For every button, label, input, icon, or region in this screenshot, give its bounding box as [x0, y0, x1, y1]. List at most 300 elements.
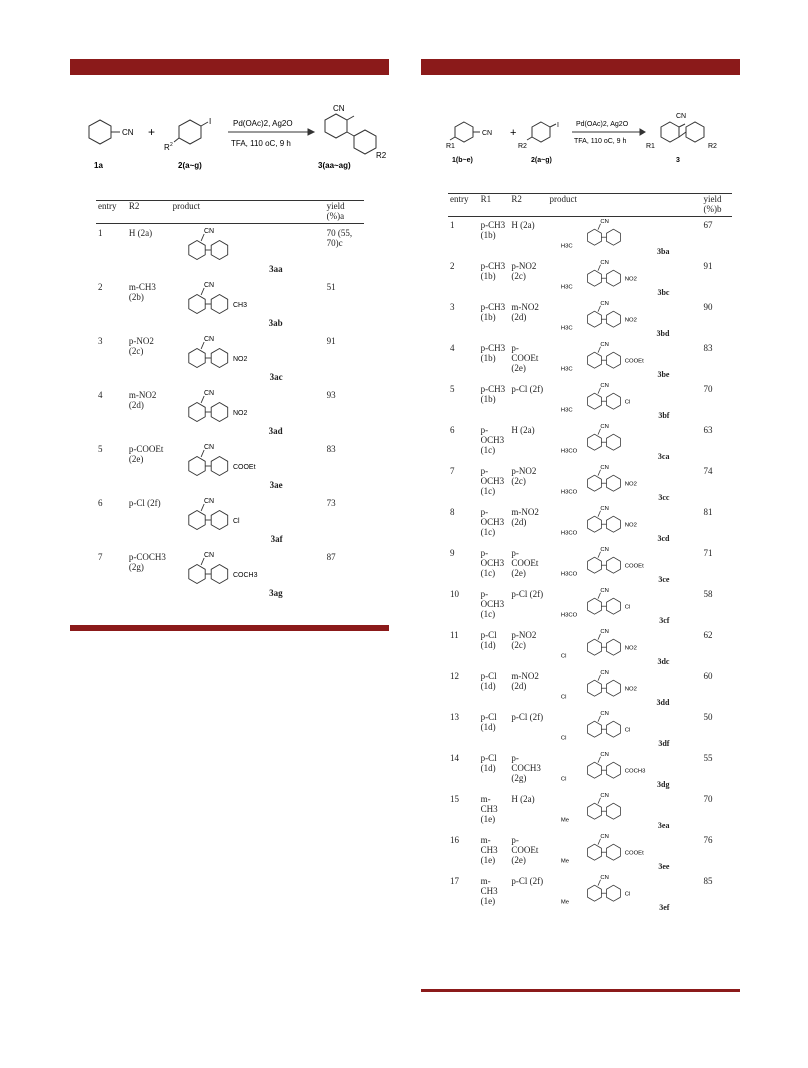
benzene-ring — [607, 434, 621, 450]
cyano-label: CN — [600, 628, 610, 635]
left-header-yield: yield (%)a — [325, 201, 364, 224]
benzene-ring — [607, 639, 621, 655]
compound-label: 3be — [657, 370, 670, 379]
r1-cell: p-OCH3 (1c) — [480, 425, 505, 455]
r1-cell: p-CH3 (1b) — [480, 302, 506, 322]
r2-cell: p-NO2 (2c) — [511, 630, 537, 650]
r1-cell: p-Cl (1d) — [480, 630, 497, 650]
product-structure — [173, 550, 323, 588]
benzene-ring — [588, 270, 602, 286]
left-scheme-label-3: 3(aa~ag) — [318, 161, 351, 170]
right-header-r1: R1 — [479, 194, 510, 217]
yield-cell: 91 — [326, 336, 336, 346]
product-cell — [547, 750, 701, 791]
ring-substituent: Cl — [625, 399, 631, 406]
left-substituent: H3C — [561, 366, 574, 372]
benzene-ring — [607, 311, 621, 327]
right-reaction-scheme — [446, 112, 736, 176]
left-header-entry: entry — [96, 201, 127, 224]
product-cell — [547, 422, 701, 463]
compound-label: 3ba — [657, 247, 670, 256]
left-header-product: product — [171, 201, 325, 224]
ring-substituent: Cl — [232, 518, 240, 525]
ring-substituent: COCH3 — [625, 768, 646, 775]
product-structure — [549, 340, 699, 372]
yield-cell: 51 — [326, 282, 336, 292]
r1-cell: p-Cl (1d) — [480, 671, 497, 691]
benzene-ring — [607, 229, 621, 245]
yield-cell: 73 — [326, 498, 336, 508]
product-structure — [173, 280, 323, 318]
yield-cell: 83 — [703, 343, 713, 353]
table-row — [448, 832, 732, 873]
compound-label: 3ag — [269, 588, 283, 598]
product-cell — [547, 299, 701, 340]
product-cell — [171, 386, 325, 440]
right-scheme-plus: + — [510, 127, 517, 139]
right-scheme-label-2: 2(a~g) — [531, 157, 552, 164]
table-row — [448, 217, 732, 259]
product-structure — [549, 545, 699, 577]
product-cell — [171, 224, 325, 279]
product-cell — [547, 545, 701, 586]
r2-cell: H (2a) — [511, 425, 535, 435]
table-row — [448, 709, 732, 750]
ring-substituent: NO2 — [625, 686, 638, 693]
yield-cell: 81 — [703, 507, 713, 517]
entry-cell: 6 — [450, 425, 455, 435]
yield-cell: 70 (55, 70)c — [326, 228, 353, 248]
table-row — [448, 504, 732, 545]
compound-label: 3ee — [658, 862, 670, 871]
compound-label: 3ca — [657, 452, 670, 461]
benzene-ring — [607, 598, 621, 614]
r1-cell: p-CH3 (1b) — [480, 220, 506, 240]
benzene-ring — [211, 295, 228, 314]
entry-cell: 8 — [450, 507, 455, 517]
product-cell — [547, 709, 701, 750]
cyano-label: CN — [600, 423, 610, 430]
table-row — [448, 791, 732, 832]
benzene-ring — [588, 393, 602, 409]
cyano-label: CN — [203, 390, 214, 397]
cyano-label: CN — [600, 587, 610, 594]
yield-cell: 74 — [703, 466, 713, 476]
entry-cell: 10 — [450, 589, 459, 599]
cyano-bond — [201, 342, 204, 349]
entry-cell: 4 — [98, 390, 103, 400]
ring-substituent: NO2 — [625, 522, 638, 529]
benzene-ring — [588, 229, 602, 245]
r2-cell: p-COOEt (2e) — [511, 835, 539, 865]
table-row — [448, 463, 732, 504]
left-substituent: Me — [561, 858, 570, 864]
yield-cell: 76 — [703, 835, 713, 845]
benzene-ring — [607, 762, 621, 778]
compound-label: 3cf — [659, 616, 670, 625]
left-substituent: H3CO — [561, 612, 578, 618]
entry-cell: 1 — [98, 228, 103, 238]
benzene-ring — [607, 475, 621, 491]
table-row — [96, 548, 364, 602]
left-substituent: Me — [561, 817, 570, 823]
product-cell — [171, 494, 325, 548]
product-structure — [549, 586, 699, 618]
compound-label: 3ce — [658, 575, 670, 584]
yield-cell: 93 — [326, 390, 336, 400]
cyano-label: CN — [600, 751, 610, 758]
yield-cell: 55 — [703, 753, 713, 763]
product-structure — [173, 496, 323, 534]
benzene-ring — [588, 352, 602, 368]
product-cell — [547, 504, 701, 545]
yield-cell: 71 — [703, 548, 713, 558]
r1-cell: p-Cl (1d) — [480, 712, 497, 732]
r1-cell: p-OCH3 (1c) — [480, 466, 505, 496]
entry-cell: 7 — [98, 552, 103, 562]
compound-label: 3af — [270, 534, 283, 544]
left-scheme-cn: CN — [122, 128, 134, 137]
benzene-ring — [588, 311, 602, 327]
r2-cell: m-NO2 (2d) — [511, 302, 539, 322]
left-substituent: H3CO — [561, 571, 578, 577]
r2-cell: p-COOEt (2e) — [128, 444, 164, 464]
product-cell — [547, 668, 701, 709]
product-structure — [549, 709, 699, 741]
benzene-ring — [211, 565, 228, 584]
r2-cell: p-COCH3 (2g) — [511, 753, 541, 783]
left-substituent: Me — [561, 899, 570, 905]
left-reaction-scheme — [78, 100, 388, 178]
ring-substituent: NO2 — [232, 356, 247, 363]
left-scheme-product-cn: CN — [333, 104, 345, 113]
right-scheme-label-1: 1(b~e) — [452, 157, 473, 164]
ring-substituent: NO2 — [232, 410, 247, 417]
r1-cell: p-CH3 (1b) — [480, 261, 506, 281]
r2-cell: m-NO2 (2d) — [511, 671, 539, 691]
benzene-ring — [211, 349, 228, 368]
benzene-ring — [607, 393, 621, 409]
ring-substituent: NO2 — [625, 276, 638, 283]
product-cell — [547, 340, 701, 381]
compound-label: 3ef — [659, 903, 670, 912]
entry-cell: 5 — [98, 444, 103, 454]
product-cell — [171, 548, 325, 602]
r2-cell: p-Cl (2f) — [511, 589, 544, 599]
product-structure — [173, 334, 323, 372]
left-substituent: Cl — [561, 653, 567, 659]
cyano-label: CN — [203, 498, 214, 505]
table-row — [448, 422, 732, 463]
cyano-label: CN — [600, 669, 610, 676]
product-structure — [549, 832, 699, 864]
benzene-ring — [211, 241, 228, 260]
compound-label: 3ea — [657, 821, 670, 830]
cyano-label: CN — [600, 382, 610, 389]
r2-cell: p-Cl (2f) — [511, 712, 544, 722]
product-structure — [549, 668, 699, 700]
ring-substituent: COCH3 — [232, 572, 258, 579]
product-structure — [549, 791, 699, 823]
benzene-ring — [607, 352, 621, 368]
cyano-label: CN — [600, 218, 610, 225]
ring-substituent: COOEt — [625, 563, 645, 570]
product-structure — [173, 442, 323, 480]
entry-cell: 4 — [450, 343, 455, 353]
right-header-product: product — [547, 194, 701, 217]
left-scheme-iodo: I — [209, 117, 212, 126]
yield-cell: 60 — [703, 671, 713, 681]
ring-substituent: Cl — [625, 891, 631, 898]
product-cell — [547, 873, 701, 914]
r2-cell: H (2a) — [511, 794, 535, 804]
product-cell — [547, 627, 701, 668]
table-row — [96, 440, 364, 494]
left-scheme-r2-sup: 2 — [170, 142, 173, 148]
product-cell — [547, 791, 701, 832]
benzene-ring — [188, 457, 204, 476]
entry-cell: 15 — [450, 794, 459, 804]
left-bottom-bar — [70, 625, 389, 631]
yield-cell: 62 — [703, 630, 713, 640]
product-structure — [549, 299, 699, 331]
cyano-label: CN — [203, 282, 214, 289]
entry-cell: 3 — [450, 302, 455, 312]
table-row — [96, 386, 364, 440]
cyano-label: CN — [600, 464, 610, 471]
right-bottom-bar — [421, 989, 740, 992]
right-top-bar — [421, 59, 740, 75]
ring-substituent: COOEt — [625, 358, 645, 365]
cyano-bond — [201, 558, 204, 565]
benzene-ring — [607, 721, 621, 737]
r1-cell: p-CH3 (1b) — [480, 343, 506, 363]
cyano-label: CN — [203, 444, 214, 451]
left-substituent: H3CO — [561, 489, 578, 495]
yield-cell: 58 — [703, 589, 713, 599]
yield-cell: 67 — [703, 220, 713, 230]
product-cell — [547, 381, 701, 422]
table-row — [448, 627, 732, 668]
left-substituent: H3C — [561, 243, 574, 249]
cyano-label: CN — [600, 259, 610, 266]
benzene-ring — [588, 721, 602, 737]
product-cell — [547, 217, 701, 259]
benzene-ring — [588, 516, 602, 532]
benzene-ring — [188, 295, 204, 314]
compound-label: 3df — [658, 739, 670, 748]
cyano-bond — [201, 504, 204, 511]
product-cell — [547, 586, 701, 627]
entry-cell: 16 — [450, 835, 459, 845]
ring-substituent: CH3 — [232, 302, 247, 309]
benzene-ring — [188, 511, 204, 530]
product-structure — [173, 226, 323, 264]
benzene-ring — [607, 803, 621, 819]
ring-substituent: Cl — [625, 727, 631, 734]
yield-cell: 91 — [703, 261, 713, 271]
left-substituent: H3C — [561, 284, 574, 290]
compound-label: 3bd — [656, 329, 670, 338]
r2-cell: p-NO2 (2c) — [511, 261, 537, 281]
cyano-label: CN — [600, 792, 610, 799]
product-structure — [549, 463, 699, 495]
table-row — [448, 340, 732, 381]
table-row — [96, 494, 364, 548]
benzene-ring — [588, 762, 602, 778]
left-scheme-plus: + — [148, 125, 156, 139]
product-cell — [547, 258, 701, 299]
compound-label: 3ab — [268, 318, 283, 328]
benzene-ring — [607, 270, 621, 286]
benzene-ring — [607, 844, 621, 860]
r2-cell: H (2a) — [128, 228, 153, 238]
product-cell — [547, 832, 701, 873]
ring-substituent: NO2 — [625, 645, 638, 652]
benzene-ring — [607, 516, 621, 532]
yield-cell: 50 — [703, 712, 713, 722]
left-substituent: H3C — [561, 407, 574, 413]
left-scheme-reagents-bottom: TFA, 110 oC, 9 h — [231, 139, 291, 148]
right-scheme-product-r2: R2 — [708, 143, 717, 150]
yield-cell: 63 — [703, 425, 713, 435]
r2-cell: p-Cl (2f) — [511, 384, 544, 394]
r1-cell: p-OCH3 (1c) — [480, 548, 505, 578]
cyano-label: CN — [600, 833, 610, 840]
left-substituent: Cl — [561, 694, 567, 700]
left-top-bar — [70, 59, 389, 75]
compound-label: 3aa — [269, 264, 283, 274]
r1-cell: p-OCH3 (1c) — [480, 589, 505, 619]
entry-cell: 7 — [450, 466, 455, 476]
right-header-r2: R2 — [509, 194, 547, 217]
table-row — [448, 381, 732, 422]
entry-cell: 14 — [450, 753, 459, 763]
cyano-bond — [201, 288, 204, 295]
ring-substituent: Cl — [625, 604, 631, 611]
entry-cell: 2 — [450, 261, 455, 271]
entry-cell: 17 — [450, 876, 459, 886]
right-scheme-r2: R2 — [518, 143, 527, 150]
right-scheme-label-3: 3 — [676, 157, 680, 164]
benzene-ring — [211, 511, 228, 530]
r2-cell: H (2a) — [511, 220, 535, 230]
entry-cell: 5 — [450, 384, 455, 394]
right-header-entry: entry — [448, 194, 479, 217]
product-structure — [549, 873, 699, 905]
ring-substituent: COOEt — [232, 464, 256, 471]
entry-cell: 9 — [450, 548, 455, 558]
right-scheme-cn: CN — [482, 130, 493, 137]
compound-label: 3ad — [268, 426, 283, 436]
benzene-ring — [588, 680, 602, 696]
product-structure — [549, 422, 699, 454]
table-row — [448, 258, 732, 299]
cyano-label: CN — [203, 552, 214, 559]
r2-cell: p-COOEt (2e) — [511, 343, 539, 373]
product-structure — [549, 258, 699, 290]
benzene-ring — [211, 457, 228, 476]
benzene-ring — [188, 349, 204, 368]
cyano-label: CN — [203, 336, 214, 343]
benzene-ring — [607, 557, 621, 573]
table-row — [448, 873, 732, 914]
left-substituent: Cl — [561, 776, 567, 782]
compound-label: 3cc — [658, 493, 670, 502]
benzene-ring — [588, 885, 602, 901]
left-substituent: H3CO — [561, 448, 578, 454]
r1-cell: p-OCH3 (1c) — [480, 507, 505, 537]
product-cell — [171, 332, 325, 386]
r2-cell: m-NO2 (2d) — [511, 507, 539, 527]
r2-cell: p-COOEt (2e) — [511, 548, 539, 578]
right-results-table — [448, 193, 732, 914]
entry-cell: 1 — [450, 220, 455, 230]
right-scheme-product-r1: R1 — [646, 143, 655, 150]
product-structure — [549, 504, 699, 536]
cyano-label: CN — [600, 300, 610, 307]
right-scheme-product-cn: CN — [676, 113, 687, 120]
benzene-ring — [588, 557, 602, 573]
left-substituent: Cl — [561, 735, 567, 741]
left-substituent: H3CO — [561, 530, 578, 536]
product-structure — [549, 750, 699, 782]
right-header-yield: yield (%)b — [701, 194, 732, 217]
product-structure — [549, 381, 699, 413]
r1-cell: m-CH3 (1e) — [480, 794, 498, 824]
cyano-label: CN — [600, 710, 610, 717]
r2-cell: m-NO2 (2d) — [128, 390, 157, 410]
yield-cell: 70 — [703, 384, 713, 394]
cyano-label: CN — [600, 341, 610, 348]
compound-label: 3dg — [657, 780, 670, 789]
ring-substituent: COOEt — [625, 850, 645, 857]
entry-cell: 13 — [450, 712, 459, 722]
yield-cell: 87 — [326, 552, 336, 562]
cyano-bond — [201, 396, 204, 403]
r2-cell: p-NO2 (2c) — [128, 336, 154, 356]
entry-cell: 11 — [450, 630, 459, 640]
right-scheme-iodo: I — [557, 122, 559, 129]
r1-cell: m-CH3 (1e) — [480, 835, 498, 865]
left-scheme-r2: R — [164, 143, 170, 152]
benzene-ring — [188, 565, 204, 584]
left-scheme-label-2: 2(a~g) — [178, 161, 202, 170]
benzene-ring — [588, 434, 602, 450]
benzene-ring — [188, 403, 204, 422]
cyano-label: CN — [203, 228, 214, 235]
table-row — [448, 668, 732, 709]
cyano-bond — [201, 234, 204, 241]
r1-cell: m-CH3 (1e) — [480, 876, 498, 906]
cyano-bond — [201, 450, 204, 457]
benzene-ring — [588, 803, 602, 819]
yield-cell: 85 — [703, 876, 713, 886]
r2-cell: p-Cl (2f) — [511, 876, 544, 886]
entry-cell: 12 — [450, 671, 459, 681]
cyano-label: CN — [600, 546, 610, 553]
ring-substituent: NO2 — [625, 481, 638, 488]
product-cell — [547, 463, 701, 504]
compound-label: 3dd — [656, 698, 670, 707]
right-scheme-reagents-bottom: TFA, 110 oC, 9 h — [574, 138, 627, 145]
left-header-r2: R2 — [127, 201, 171, 224]
compound-label: 3dc — [657, 657, 670, 666]
right-scheme-r1: R1 — [446, 143, 455, 150]
left-scheme-label-1a: 1a — [94, 161, 103, 170]
benzene-ring — [607, 885, 621, 901]
product-cell — [171, 440, 325, 494]
